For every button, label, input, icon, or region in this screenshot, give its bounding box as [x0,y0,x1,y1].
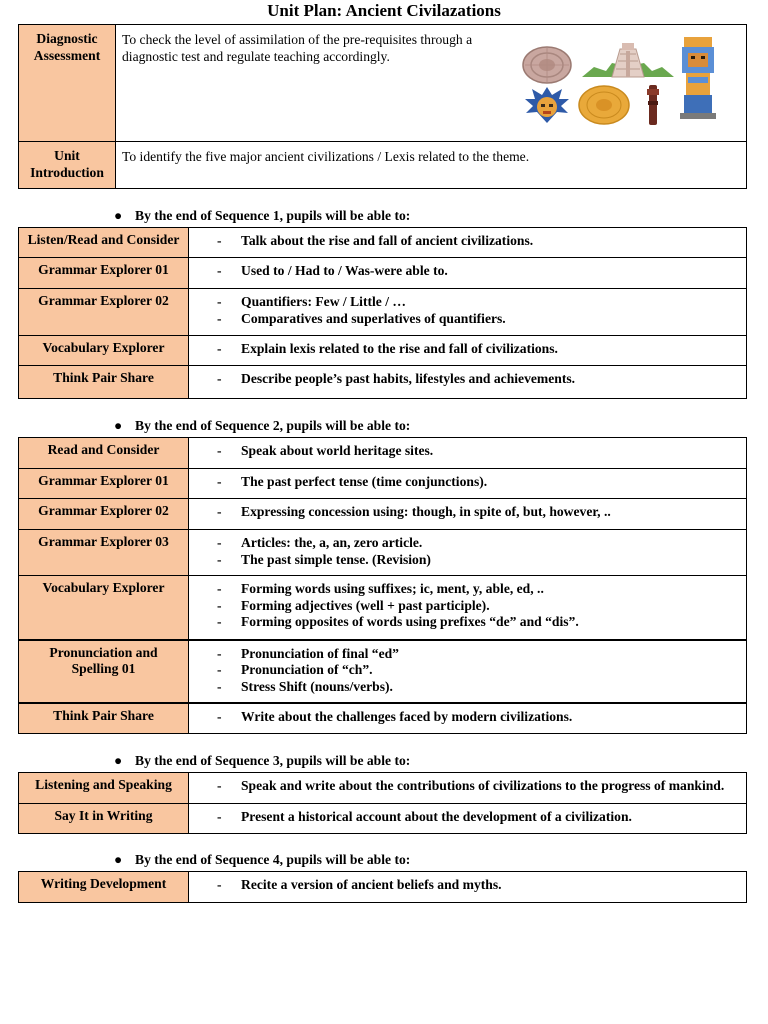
inca-idol-icon [680,37,716,119]
row-content [189,258,747,289]
row-label: Vocabulary Explorer [19,336,189,366]
row-label: Grammar Explorer 03 [19,530,189,576]
row-label: Think Pair Share [19,366,189,399]
sequence-3-heading: ● By the end of Sequence 3, pupils will be able to: [114,753,411,768]
list-item: - Explain lexis related to the rise and fall of civilizations. [217,341,558,356]
row-label: Listening and Speaking [19,773,189,804]
row-label: Pronunciation and Spelling 01 [19,640,189,703]
list-item: - The past simple tense. (Revision) [217,551,431,567]
sequence-2-heading: ● By the end of Sequence 2, pupils will be able to: [114,418,411,433]
list-item: - Present a historical account about the development of a civilization. [217,809,632,824]
list-item: - Quantifiers: Few / Little / … [217,294,406,309]
list-item: - Pronunciation of “ch”. [217,662,373,677]
unit-intro-text: To identify the five major ancient civilizations / Lexis related to the theme. [116,142,747,189]
list-item: - Pronunciation of final “ed” [217,645,399,661]
row-label: Listen/Read and Consider [19,228,189,258]
diagnostic-label: Diagnostic Assessment [19,25,116,142]
row-label: Grammar Explorer 01 [19,258,189,289]
row-content [189,872,747,903]
list-item: - Talk about the rise and fall of ancient civilizations. [217,233,534,248]
row-content [189,336,747,366]
list-item: - The past perfect tense (time conjunctions). [217,474,488,489]
list-item: - Stress Shift (nouns/verbs). [217,678,393,694]
row-label: Writing Development [19,872,189,903]
diagnostic-text: To check the level of assimilation of the pre-requisites through a diagnostic test and regulate teaching accordingly. [122,32,473,64]
list-item: - Comparatives and superlatives of quantifiers. [217,310,506,326]
row-content [189,228,747,258]
row-content [189,438,747,469]
unit-intro-label: Unit Introduction [19,142,116,189]
row-content [189,804,747,834]
row-content [189,289,747,336]
row-content [189,366,747,399]
sequence-4-table [18,871,747,903]
list-item: - Forming words using suffixes; ic, ment, y, able, ed, .. [217,581,544,596]
row-content [189,773,747,804]
bullet-icon: ● [114,852,123,867]
bullet-icon: ● [114,418,123,433]
list-item: - Articles: the, a, an, zero article. [217,535,423,550]
intro-table [18,24,747,189]
civilization-images [518,43,718,125]
list-item: - Speak and write about the contributions of civilizations to the progress of mankind. [217,778,725,793]
sequence-1-heading: ● By the end of Sequence 1, pupils will be able to: [114,208,411,223]
totem-pole-icon [646,85,660,125]
row-content [189,576,747,640]
row-label: Grammar Explorer 01 [19,469,189,499]
row-content [189,640,747,703]
row-content [189,499,747,530]
list-item: - Describe people’s past habits, lifestyles and achievements. [217,371,576,386]
sequence-1-table [18,227,747,399]
list-item: - Forming adjectives (well + past participle). [217,597,490,613]
list-item: - Expressing concession using: though, in spite of, but, however, .. [217,504,611,519]
aztec-mask-icon [524,85,570,125]
diagnostic-cell [116,25,747,142]
list-item: - Forming opposites of words using prefixes “de” and “dis”. [217,614,579,629]
page-title: Unit Plan: Ancient Civilazations [267,1,501,20]
row-label: Grammar Explorer 02 [19,289,189,336]
bullet-icon: ● [114,753,123,768]
row-content [189,530,747,576]
sequence-3-table [18,772,747,834]
list-item: - Recite a version of ancient beliefs and myths. [217,877,502,892]
golden-sun-disc-icon [578,85,630,125]
list-item: - Write about the challenges faced by modern civilizations. [217,708,573,724]
row-content [189,703,747,734]
mayan-pyramid-icon [582,43,674,79]
sequence-4-heading: ● By the end of Sequence 4, pupils will be able to: [114,852,411,867]
aztec-calendar-icon [522,45,572,85]
row-content [189,469,747,499]
row-label: Grammar Explorer 02 [19,499,189,530]
list-item: - Speak about world heritage sites. [217,443,434,458]
row-label: Think Pair Share [19,703,189,734]
bullet-icon: ● [114,208,123,223]
row-label: Read and Consider [19,438,189,469]
list-item: - Used to / Had to / Was-were able to. [217,263,448,278]
row-label: Vocabulary Explorer [19,576,189,640]
row-label: Say It in Writing [19,804,189,834]
sequence-2-table [18,437,747,734]
